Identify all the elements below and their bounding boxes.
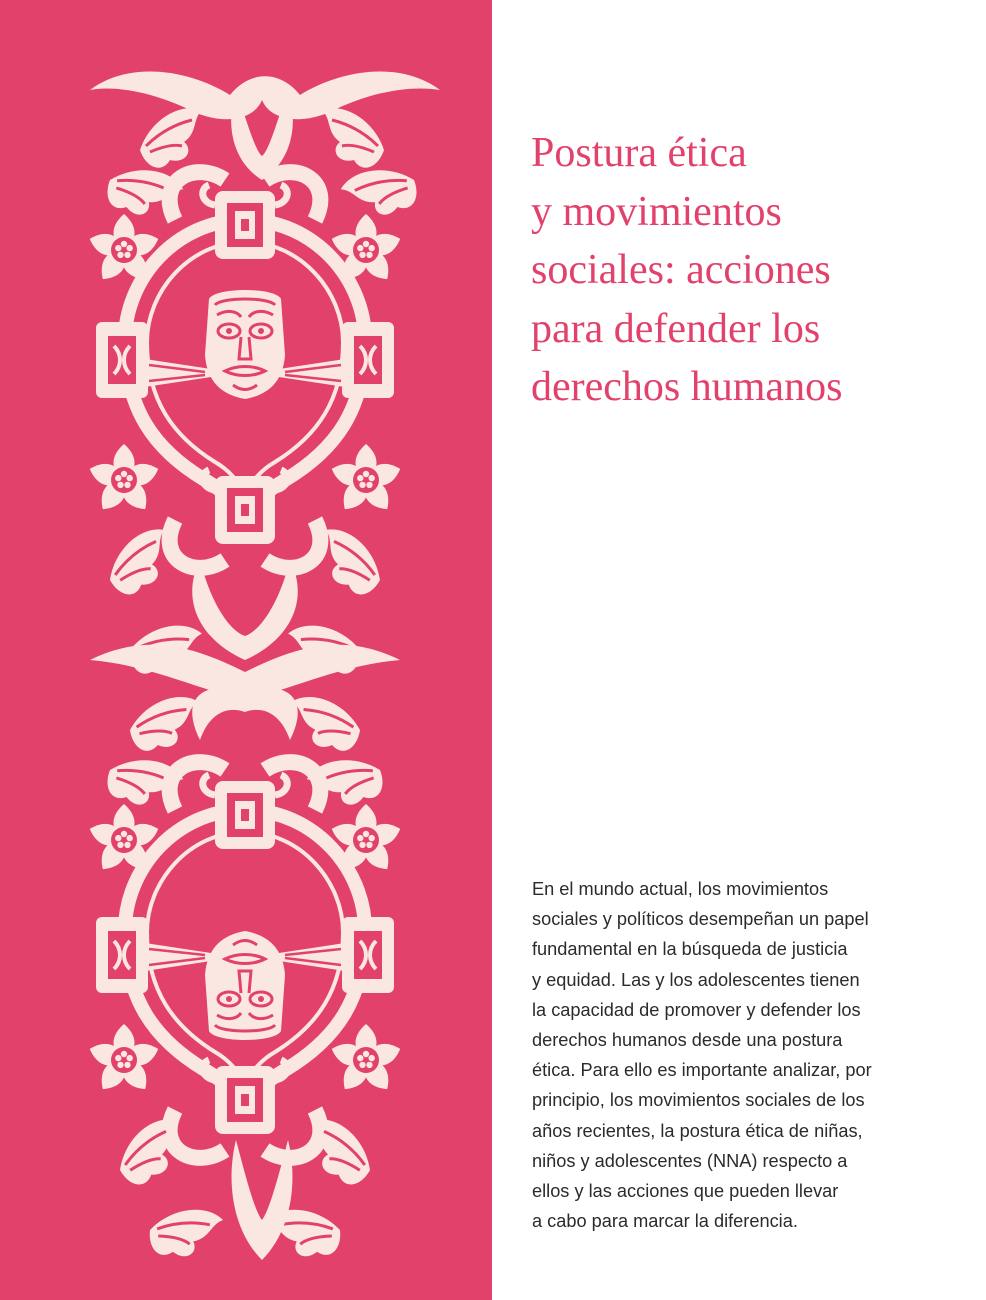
body-line: derechos humanos desde una postura bbox=[532, 1030, 843, 1051]
title-line: derechos humanos bbox=[531, 364, 843, 410]
body-line: principio, los movimientos sociales de los bbox=[532, 1090, 865, 1111]
ornamental-floral-border-icon bbox=[0, 0, 492, 1300]
title-line: para defender los bbox=[531, 305, 821, 352]
body-line: fundamental en la búsqueda de justicia bbox=[532, 939, 848, 960]
body-line: a cabo para marcar la diferencia. bbox=[532, 1211, 798, 1232]
body-line: sociales y políticos desempeñan un papel bbox=[532, 909, 869, 930]
title-line: sociales: acciones bbox=[531, 247, 831, 293]
body-line: la capacidad de promover y defender los bbox=[532, 999, 861, 1020]
decorative-side-panel bbox=[0, 0, 492, 1300]
title-line: y movimientos bbox=[531, 188, 782, 235]
body-line: años recientes, la postura ética de niñas, bbox=[532, 1120, 863, 1141]
intro-paragraph bbox=[532, 874, 932, 1236]
body-line: ellos y las acciones que pueden llevar bbox=[532, 1181, 839, 1202]
page-title bbox=[531, 124, 951, 417]
body-line: ética. Para ello es importante analizar, por bbox=[532, 1060, 872, 1081]
body-line: niños y adolescentes (NNA) respecto a bbox=[532, 1150, 848, 1171]
title-line: Postura ética bbox=[531, 130, 747, 176]
body-line: y equidad. Las y los adolescentes tienen bbox=[532, 969, 860, 990]
body-line: En el mundo actual, los movimientos bbox=[532, 879, 829, 899]
